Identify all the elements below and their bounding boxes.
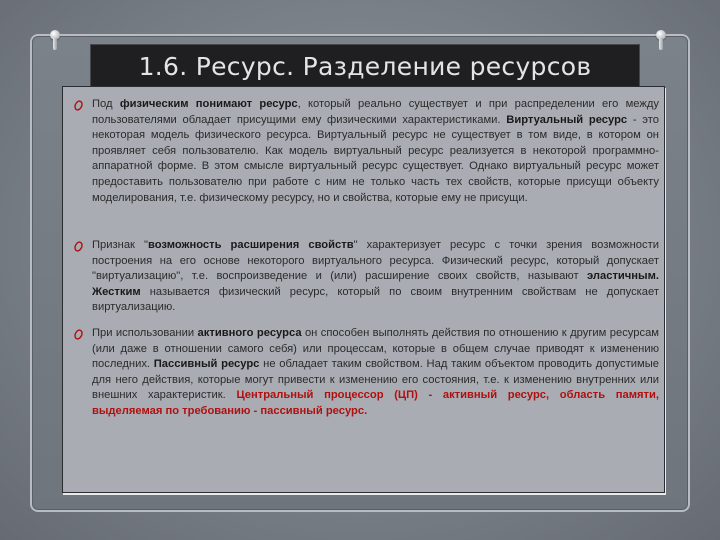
term-passive-resource: Пассивный ресурс <box>153 358 260 371</box>
term-elastic-rigid: эластичным. Жестким <box>92 270 659 298</box>
text-run: , который реально существует и при распределении его между пользователями обладает присущими ему физическими характеристиками. <box>92 98 659 126</box>
text-run: он способен выполнять действия по отношению к другим ресурсам (или даже в отношении самого себя) или процессам, которые в общем случае приводят к изменению последних. <box>92 327 659 371</box>
term-extensibility: возможность расширения свойств <box>148 239 354 251</box>
title-bar <box>90 44 640 88</box>
text-run: Под <box>92 98 120 110</box>
text-run: Признак " <box>92 239 148 251</box>
slide-title: 1.6. Ресурс. Разделение ресурсов <box>138 51 592 81</box>
text-run: не обладает таким свойством. Над таким объектом проводить допустимые для него действия, которые могут привести к изменению его состояния, т.е. к изменению внутренних или внешних характеристик. <box>92 358 659 402</box>
text-run: " характеризует ресурс с точки зрения возможности построения на его основе некоторого виртуального ресурса. Физический ресурс, который допускает "виртуализацию", т.е. воспроизведение и (или) расширение своих свойств, называют <box>92 239 659 283</box>
pushpin-icon <box>50 30 60 52</box>
bullet-text <box>92 326 659 420</box>
text-run: называется физический ресурс, который по своим внутренним свойствам не допускает виртуализацию. <box>92 285 659 314</box>
text-run: - это некоторая модель физического ресурса. Виртуальный ресурс не существует в том виде, в котором он проявляет себя пользователю. Как модель виртуальный ресурс реализуется в некоторой программно-аппаратной форме. В этом смысле виртуальный ресурс существует. Однако виртуальный ресурс может предоставить пользователю при работе с ним не только часть тех свойств, которые присущи объекту моделирования, т.е. физическому ресурсу, но и свойства, которые ему не присущи. <box>92 113 659 204</box>
oval-bullet-icon <box>73 241 84 252</box>
pushpin-icon <box>656 30 666 52</box>
oval-bullet-icon <box>73 329 84 340</box>
term-physical-resource: физическим понимают ресурс <box>119 98 298 110</box>
example-highlight: Центральный процессор (ЦП) - активный ресурс, область памяти, выделяемая по требованию - пассивный ресурс. <box>92 389 659 417</box>
term-active-resource: активного ресурса <box>197 327 302 339</box>
term-virtual-resource: Виртуальный ресурс <box>506 113 628 126</box>
bullet-text <box>92 238 659 316</box>
bullet-text <box>92 97 659 206</box>
oval-bullet-icon <box>73 100 84 111</box>
content-panel <box>62 86 665 493</box>
text-run: При использовании <box>92 327 198 339</box>
